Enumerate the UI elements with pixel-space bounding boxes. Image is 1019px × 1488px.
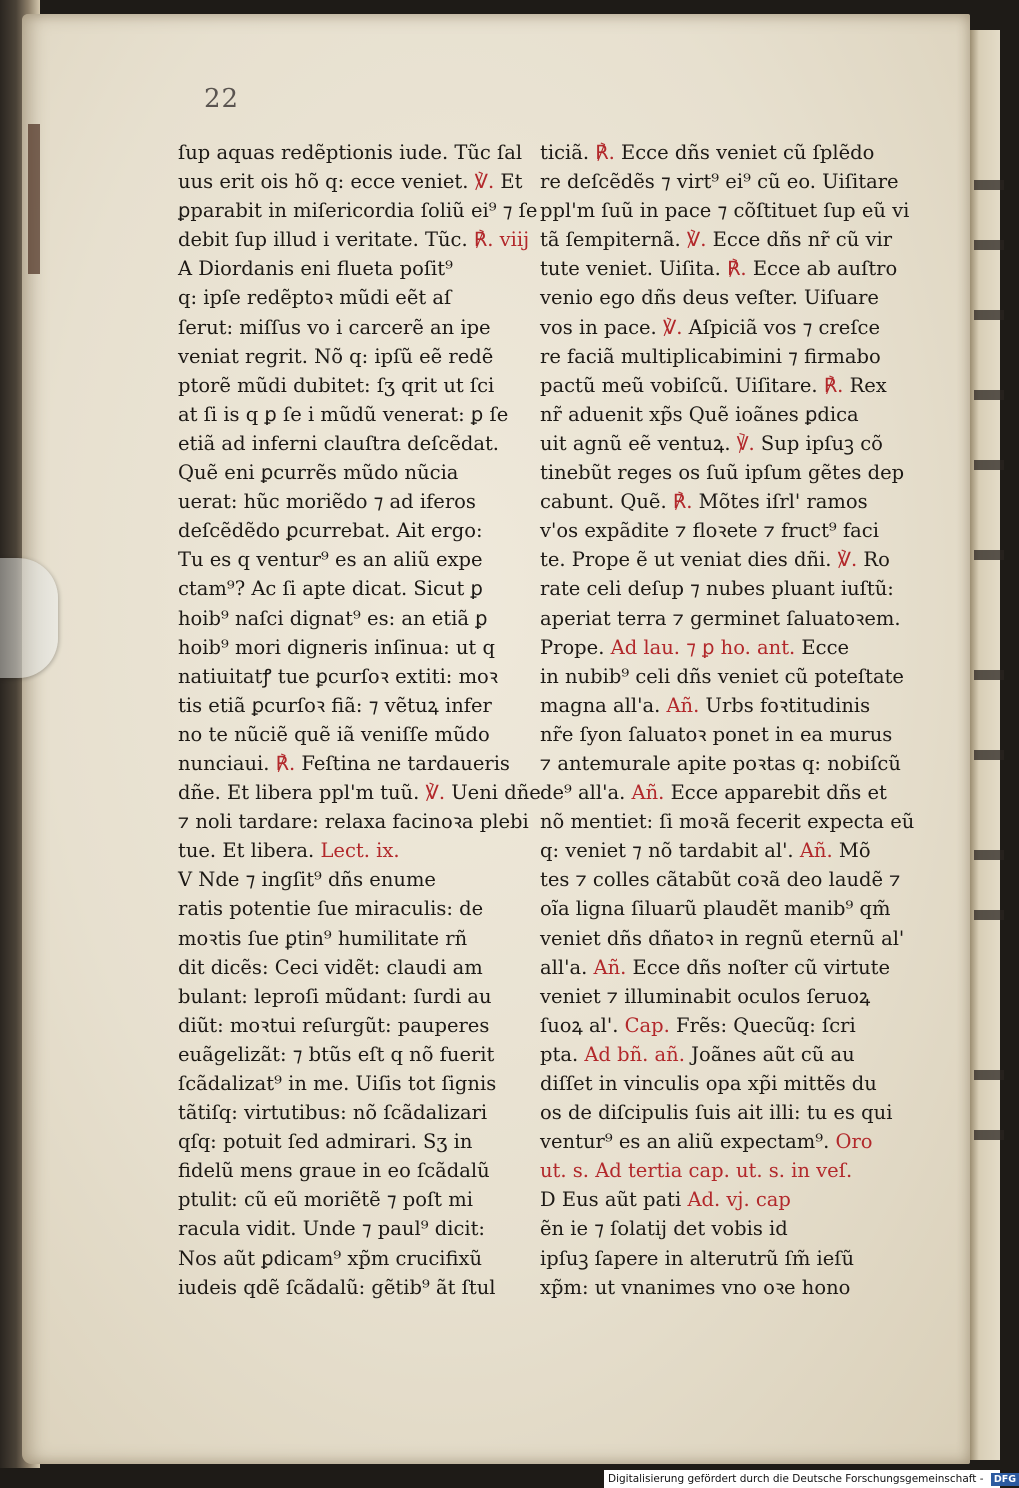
left-line: at ſi is q ꝑ ſe i mũdũ venerat: ꝑ ſe — [178, 402, 509, 426]
spine-strip — [28, 124, 40, 274]
left-line: ptulit: cũ eũ moriẽtẽ ⁊ poſt mi — [178, 1188, 473, 1212]
left-line: uus erit ois hõ q: ecce veniet. ℣. Et — [178, 170, 523, 194]
left-line: bulant: leproſi mũdant: ſurdi au — [178, 984, 492, 1008]
left-line: V Nde ⁊ ingſit⁹ dñs enume — [178, 868, 436, 892]
left-line: diũt: moꝛtui reſurgũt: pauperes — [178, 1013, 490, 1037]
left-line: ſup aquas redẽptionis iude. Tũc ſal — [178, 141, 523, 164]
left-line: dit dicẽs: Ceci vidẽt: claudi am — [178, 955, 483, 979]
right-line: nr̃ aduenit xp̃s Quẽ ioãnes ꝑdica — [540, 402, 859, 426]
left-line: nunciaui. ℟. Feſtina ne tardaueris — [178, 751, 510, 775]
dfg-logo: DFG — [991, 1473, 1019, 1486]
right-line: tinebũt reges os ſuũ ipſum gẽtes dep — [540, 461, 905, 485]
left-text-column — [178, 138, 541, 1302]
left-line: veniat regrit. Nõ q: ipſũ eẽ redẽ — [178, 344, 494, 368]
right-line: magna all'a. Añ. Urbs foꝛtitudinis — [540, 693, 871, 717]
right-line: re deſcẽdẽs ⁊ virt⁹ ei⁹ cũ eo. Uiſitare — [540, 170, 899, 194]
left-line: etiã ad inferni clauſtra deſcẽdat. — [178, 431, 499, 455]
right-line: vos in pace. ℣. Aſpiciã vos ⁊ creſce — [540, 315, 880, 339]
left-line: natiuitatꝭ tue ꝑcurſoꝛ extiti: moꝛ — [178, 664, 499, 688]
right-line: te. Prope ẽ ut veniat dies dñi. ℣. Ro — [540, 548, 890, 572]
left-line: moꝛtis ſue ꝑtin⁹ humilitate rñ — [178, 926, 468, 950]
right-line: cabunt. Quẽ. ℟. Mõtes iſrl' ramos — [540, 490, 868, 514]
right-line: veniet dñs dñatoꝛ in regnũ eternũ al' — [540, 926, 905, 950]
right-line: os de diſcipulis ſuis ait illi: tu es qui — [540, 1101, 893, 1125]
left-line: hoib⁹ mori digneris inſinua: ut q — [178, 635, 495, 659]
left-line: Nos aũt ꝑdicam⁹ xp̃m crucifixũ — [178, 1246, 483, 1270]
left-line: ⁊ noli tardare: relaxa facinoꝛa plebi — [178, 810, 529, 834]
left-line: tãtiſq: virtutibus: nõ ſcãdalizari — [178, 1101, 488, 1125]
left-line: iudeis qdẽ ſcãdalũ: gẽtib⁹ ãt ſtul — [178, 1275, 496, 1299]
right-line: nr̃e ſyon ſaluatoꝛ ponet in ea murus — [540, 722, 893, 746]
right-line: diſſet in vinculis opa xp̃i mittẽs du — [540, 1072, 877, 1095]
left-line: deſcẽdẽdo ꝑcurrebat. Ait ergo: — [178, 519, 483, 543]
right-line: pta. Ad bñ. añ. Joãnes aũt cũ au — [540, 1042, 855, 1066]
right-line: pactũ meũ vobiſcũ. Uiſitare. ℟. Rex — [540, 373, 887, 397]
right-line: venio ego dñs deus veſter. Uiſuare — [540, 286, 879, 310]
right-line: ſuoꝝ al'. Cap. Frẽs: Quecũq: ſcri — [540, 1013, 856, 1037]
right-line: in nubib⁹ celi dñs veniet cũ poteſtate — [540, 664, 904, 688]
right-line: tute veniet. Uiſita. ℟. Ecce ab auſtro — [540, 257, 898, 281]
right-line: ⁊ antemurale apite poꝛtas q: nobiſcũ — [540, 751, 901, 775]
left-line: ſerut: miſſus vo i carcerẽ an ipe — [178, 315, 491, 339]
right-line: ipſuꝫ ſapere in alterutrũ ſm̃ ieſũ — [540, 1246, 855, 1270]
left-line: hoib⁹ naſci dignat⁹ es: an etiã ꝑ — [178, 606, 488, 630]
right-line: de⁹ all'a. Añ. Ecce apparebit dñs et — [540, 781, 887, 805]
right-line: ppl'm ſuũ in pace ⁊ cõſtituet ſup eũ vi — [540, 199, 910, 223]
right-line: q: veniet ⁊ nõ tardabit al'. Añ. Mõ — [540, 839, 871, 863]
left-line: ptorẽ mũdi dubitet: ſʒ qrit ut ſci — [178, 373, 495, 397]
left-line: Tu es q ventur⁹ es an aliũ expe — [178, 548, 483, 572]
left-line: ſcãdalizat⁹ in me. Uiſis tot ſignis — [178, 1072, 497, 1095]
left-line: Quẽ eni ꝑcurrẽs mũdo nũcia — [178, 461, 459, 485]
right-line: D Eus aũt pati Ad. vj. cap — [540, 1188, 791, 1212]
left-line: ꝑparabit in miſericordia ſoliũ ei⁹ ⁊ ſe — [178, 199, 538, 223]
right-line: xp̃m: ut vnanimes vno oꝛe hono — [540, 1275, 851, 1299]
right-line: tã ſempiternã. ℣. Ecce dñs nr̃ cũ vir — [540, 228, 893, 252]
left-line: debit ſup illud i veritate. Tũc. ℟. viij — [178, 228, 530, 252]
right-line: nõ mentiet: ſi moꝛã fecerit expecta eũ — [540, 810, 915, 834]
left-line: q: ipſe redẽptoꝛ mũdi eẽt aſ — [178, 286, 452, 310]
folio-number: 22 — [204, 84, 240, 114]
right-line: tes ⁊ colles cãtabũt coꝛã deo laudẽ ⁊ — [540, 868, 901, 892]
right-line: rate celi deſup ⁊ nubes pluant iuſtũ: — [540, 577, 894, 601]
left-line: ratis potentie ſue miraculis: de — [178, 897, 484, 921]
footer-text: Digitalisierung gefördert durch die Deutsche Forschungsgemeinschaft - — [608, 1473, 984, 1485]
right-line: ut. s. Ad tertia cap. ut. s. in veſ. — [540, 1159, 853, 1183]
left-line: no te nũciẽ quẽ iã veniſſe mũdo — [178, 722, 490, 746]
right-line: all'a. Añ. Ecce dñs noſter cũ virtute — [540, 955, 891, 979]
right-line: uit agnũ eẽ ventuꝝ. ℣. Sup ipſuꝫ cõ — [540, 431, 883, 455]
right-line: oĩa ligna ſiluarũ plaudẽt manib⁹ qm̃ — [540, 897, 891, 921]
left-line: ctam⁹? Ac ſi apte dicat. Sicut ꝑ — [178, 577, 483, 601]
left-line: dñe. Et libera ppl'm tuũ. ℣. Ueni dñe — [178, 781, 541, 805]
left-line: euãgelizãt: ⁊ btũs eſt q nõ fuerit — [178, 1042, 495, 1066]
right-text-column — [540, 138, 915, 1302]
right-line: Prope. Ad lau. ⁊ ꝑ ho. ant. Ecce — [540, 635, 850, 659]
right-line: ẽn ie ⁊ ſolatij det vobis id — [540, 1217, 788, 1241]
left-line: tue. Et libera. Lect. ix. — [178, 839, 400, 863]
right-line: aperiat terra ⁊ germinet ſaluatoꝛem. — [540, 606, 901, 630]
right-line: ventur⁹ es an aliũ expectam⁹. Oro — [540, 1130, 873, 1154]
left-line: racula vidit. Unde ⁊ paul⁹ dicit: — [178, 1217, 486, 1241]
left-line: qſq: potuit ſed admirari. Sʒ in — [178, 1130, 473, 1154]
footer-credit — [604, 1470, 1017, 1488]
left-line: uerat: hũc moriẽdo ⁊ ad iferos — [178, 490, 476, 514]
right-line: v'os expãdite ⁊ floꝛete ⁊ fruct⁹ faci — [540, 519, 879, 543]
left-line: A Diordanis eni flueta poſit⁹ — [178, 257, 453, 281]
left-line: tis etiã ꝑcurſoꝛ fiã: ⁊ vẽtuꝝ infer — [178, 693, 492, 717]
adjacent-page-edge — [970, 30, 1000, 1460]
right-line: veniet ⁊ illuminabit oculos ſeruoꝝ — [540, 984, 871, 1008]
glass-clip — [0, 558, 58, 678]
right-line: re faciã multiplicabimini ⁊ firmabo — [540, 344, 881, 368]
left-line: fidelũ mens graue in eo ſcãdalũ — [178, 1159, 490, 1183]
right-line: ticiã. ℟. Ecce dñs veniet cũ ſplẽdo — [540, 141, 875, 164]
